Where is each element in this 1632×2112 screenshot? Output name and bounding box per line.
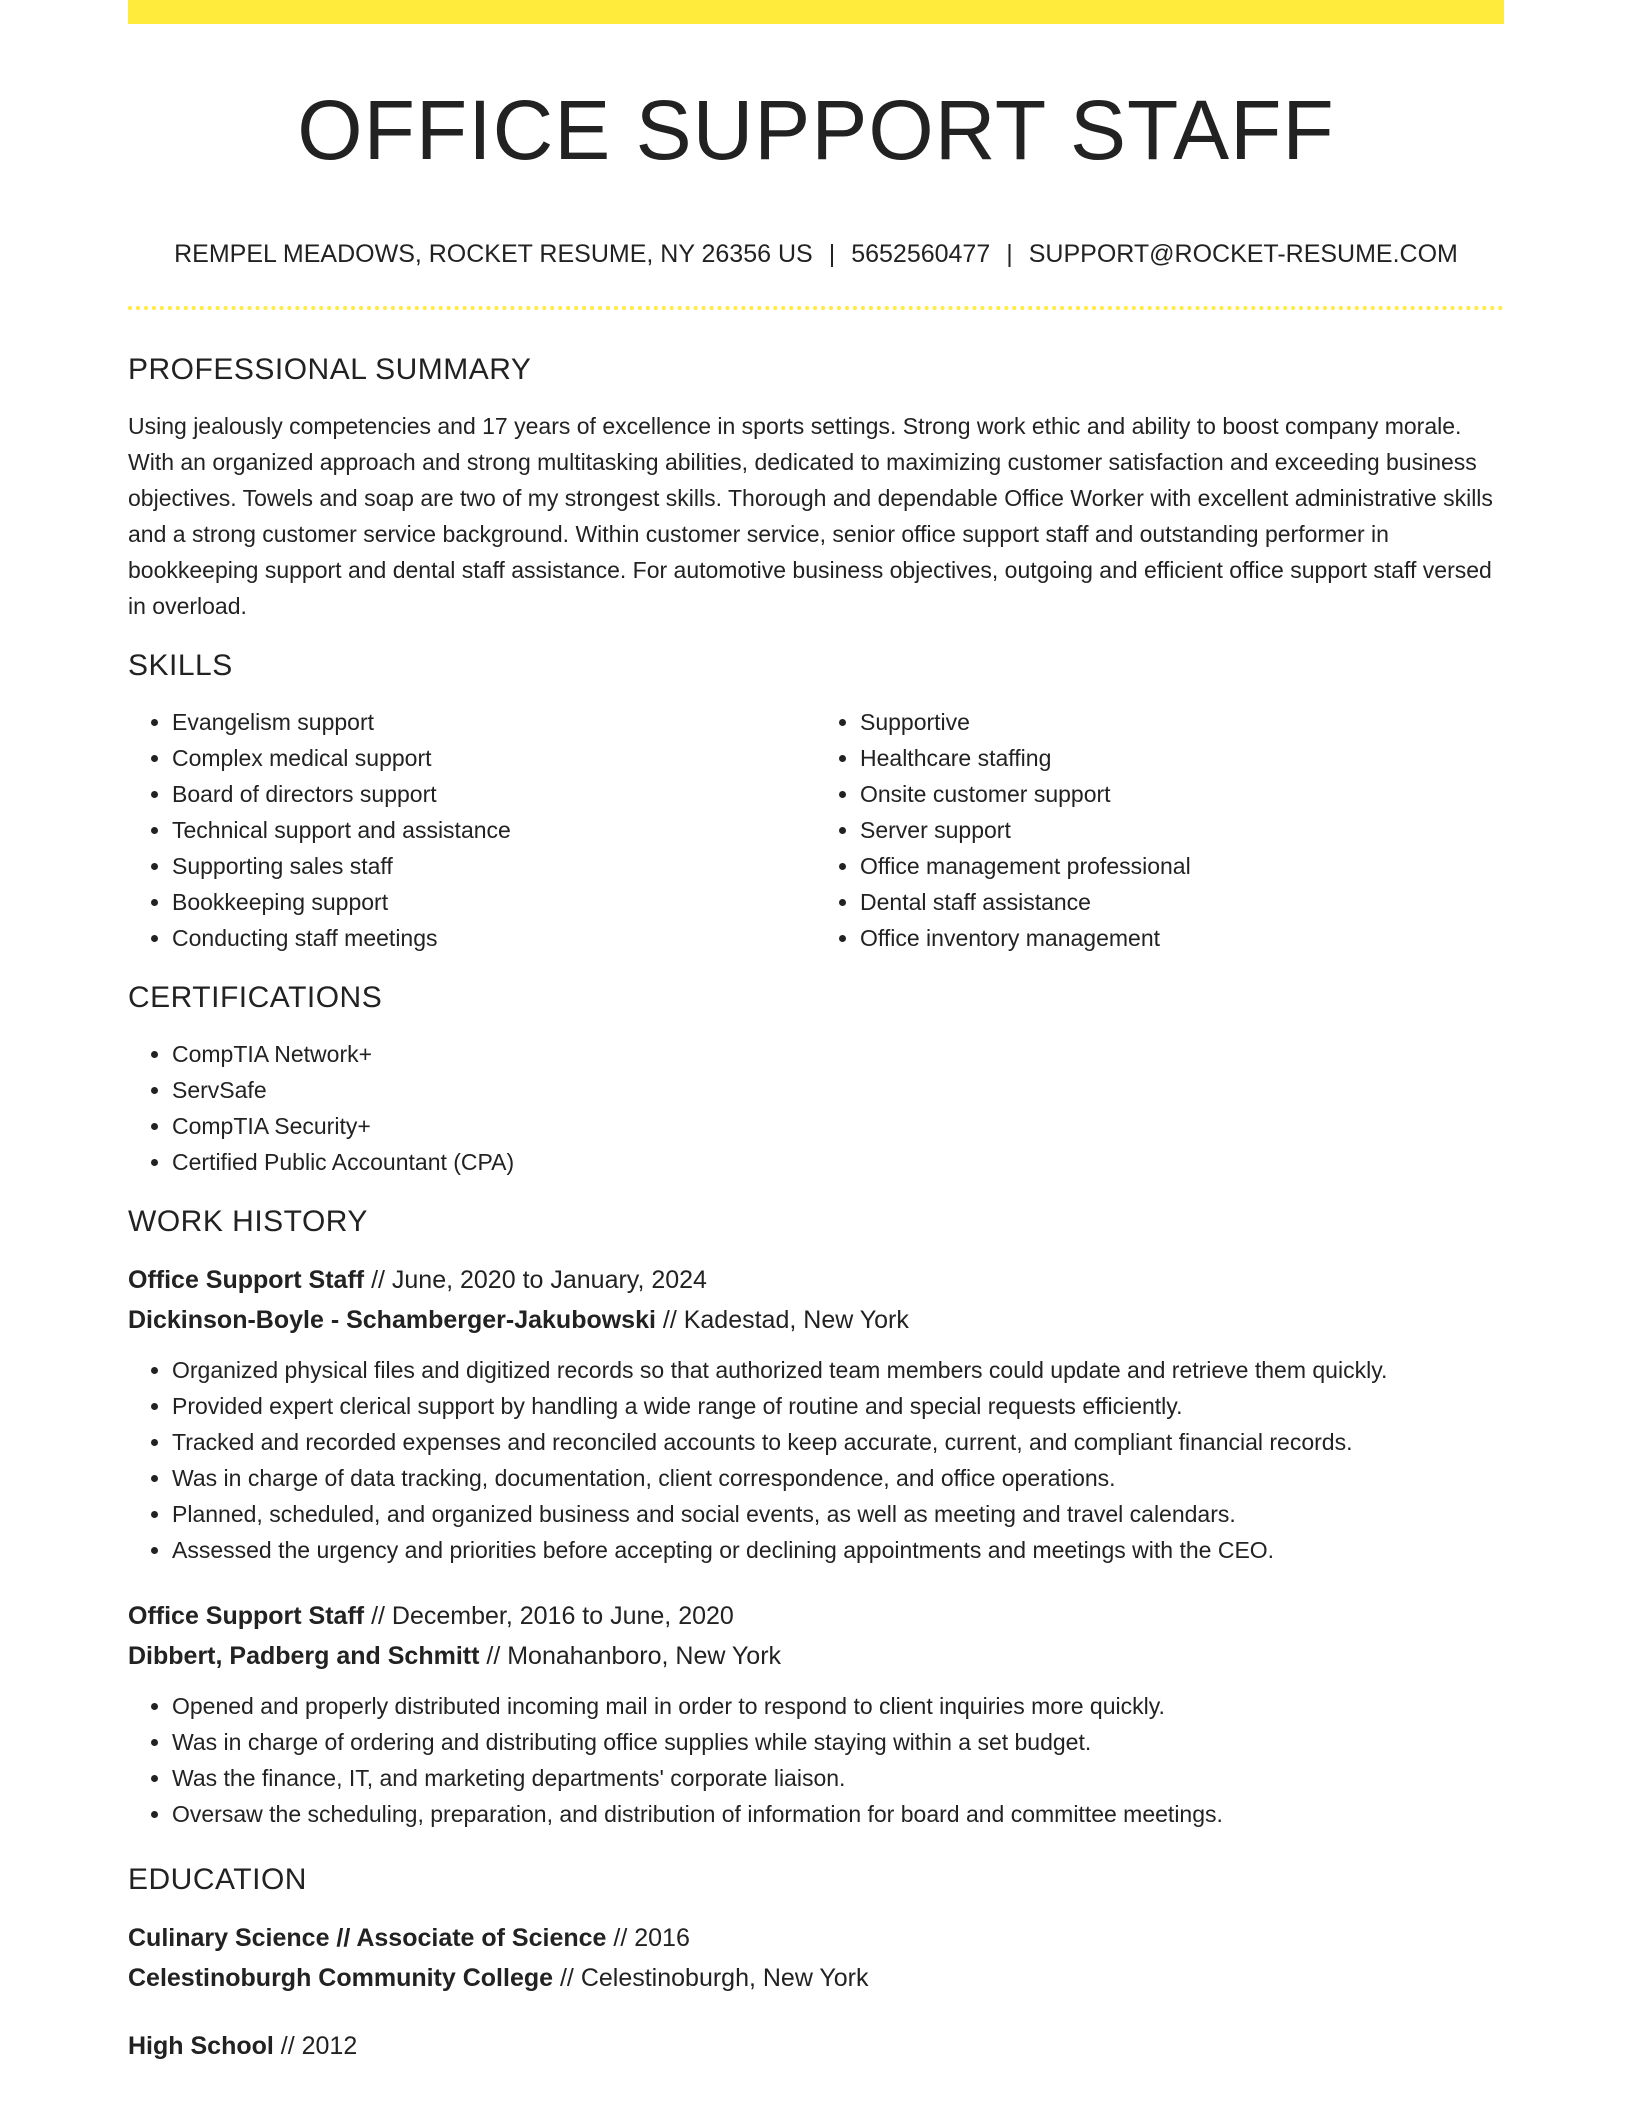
certification-item: • CompTIA Security+ [172,1108,1504,1144]
job-entry [128,1260,1504,1568]
skill-item: • Server support [860,812,1504,848]
skill-item: • Supporting sales staff [172,848,816,884]
email: SUPPORT@ROCKET-RESUME.COM [1028,240,1458,268]
skills-heading: SKILLS [128,649,233,682]
job-title-line [128,1260,1504,1300]
certification-item: • ServSafe [172,1072,1504,1108]
skill-item: • Technical support and assistance [172,812,816,848]
education-heading: EDUCATION [128,1863,307,1896]
job-bullet: • Was in charge of data tracking, documentation, client correspondence, and office operations. [172,1460,1504,1496]
skill-item: • Supportive [860,704,1504,740]
summary-text: Using jealously competencies and 17 years of excellence in sports settings. Strong work ethic and ability to boost company morale. With an organized approach and strong multitasking abilities, dedicated to maximizing customer satisfaction and exceeding business objectives. Towels and soap are two of my strongest skills. Thorough and dependable Office Worker with excellent administrative skills and a strong customer service background. Within customer service, senior office support staff and outstanding performer in bookkeeping support and dental staff assistance. For automotive business objectives, outgoing and efficient office support staff versed in overload. [128,413,1493,619]
skill-item: • Office management professional [860,848,1504,884]
education-school: Celestinoburgh Community College [128,1964,554,1992]
skill-item: • Dental staff assistance [860,884,1504,920]
job-bullet: • Organized physical files and digitized records so that authorized team members could update and retrieve them quickly. [172,1352,1504,1388]
work-history-heading: WORK HISTORY [128,1205,368,1238]
skills-right-list [816,704,1504,956]
job-bullet: • Oversaw the scheduling, preparation, and distribution of information for board and committee meetings. [172,1796,1504,1832]
job-bullet: • Assessed the urgency and priorities before accepting or declining appointments and meetings with the CEO. [172,1532,1504,1568]
certifications-section [128,978,1504,1180]
job-title: Office Support Staff [128,1602,365,1630]
job-bullet: • Tracked and recorded expenses and reconciled accounts to keep accurate, current, and compliant financial records. [172,1424,1504,1460]
resume-content [128,350,1504,2094]
job-title: Office Support Staff [128,1266,365,1294]
job-dates: // December, 2016 to June, 2020 [371,1602,734,1630]
job-location: // Kadestad, New York [662,1306,909,1334]
dotted-divider [128,306,1504,310]
contact-separator: | [828,240,836,268]
skill-item: • Conducting staff meetings [172,920,816,956]
certifications-list [128,1036,1504,1180]
job-company: Dibbert, Padberg and Schmitt [128,1642,480,1670]
job-bullet: • Planned, scheduled, and organized business and social events, as well as meeting and travel calendars. [172,1496,1504,1532]
job-bullet: • Provided expert clerical support by handling a wide range of routine and special requests efficiently. [172,1388,1504,1424]
job-company-line [128,1636,1504,1676]
skill-item: • Onsite customer support [860,776,1504,812]
certification-item: • CompTIA Network+ [172,1036,1504,1072]
certification-item: • Certified Public Accountant (CPA) [172,1144,1504,1180]
contact-separator: | [1006,240,1013,268]
job-bullets [128,1688,1504,1832]
education-degree-line [128,2026,1504,2066]
skills-columns [128,704,1504,956]
work-history-section [128,1202,1504,1832]
education-entry [128,1918,1504,1998]
skill-item: • Evangelism support [172,704,816,740]
phone: 5652560477 [851,240,991,268]
job-entry [128,1596,1504,1832]
accent-top-bar [128,0,1504,24]
education-year: // 2012 [280,2032,358,2060]
education-school-line [128,1958,1504,1998]
job-dates: // June, 2020 to January, 2024 [371,1266,707,1294]
job-bullet: • Was the finance, IT, and marketing departments' corporate liaison. [172,1760,1504,1796]
job-bullet: • Opened and properly distributed incoming mail in order to respond to client inquiries more quickly. [172,1688,1504,1724]
skills-left-list [128,704,816,956]
skill-item: • Bookkeeping support [172,884,816,920]
skill-item: • Office inventory management [860,920,1504,956]
education-location: // Celestinoburgh, New York [559,1964,869,1992]
education-section [128,1860,1504,2066]
job-location: // Monahanboro, New York [486,1642,782,1670]
summary-section [128,350,1504,624]
resume-name: OFFICE SUPPORT STAFF [297,83,1335,177]
job-title-line [128,1596,1504,1636]
skill-item: • Board of directors support [172,776,816,812]
job-bullet: • Was in charge of ordering and distributing office supplies while staying within a set budget. [172,1724,1504,1760]
job-company: Dickinson-Boyle - Schamberger-Jakubowski [128,1306,656,1334]
education-entry [128,2026,1504,2066]
education-degree-line [128,1918,1504,1958]
certifications-heading: CERTIFICATIONS [128,981,383,1014]
job-bullets [128,1352,1504,1568]
education-degree: Culinary Science // Associate of Science [128,1924,607,1952]
job-company-line [128,1300,1504,1340]
education-year: // 2016 [613,1924,690,1952]
contact-line [128,236,1504,272]
education-degree: High School [128,2032,274,2060]
skill-item: • Complex medical support [172,740,816,776]
summary-heading: PROFESSIONAL SUMMARY [128,353,532,386]
skills-section [128,646,1504,956]
skill-item: • Healthcare staffing [860,740,1504,776]
address: REMPEL MEADOWS, ROCKET RESUME, NY 26356 US [174,240,813,268]
